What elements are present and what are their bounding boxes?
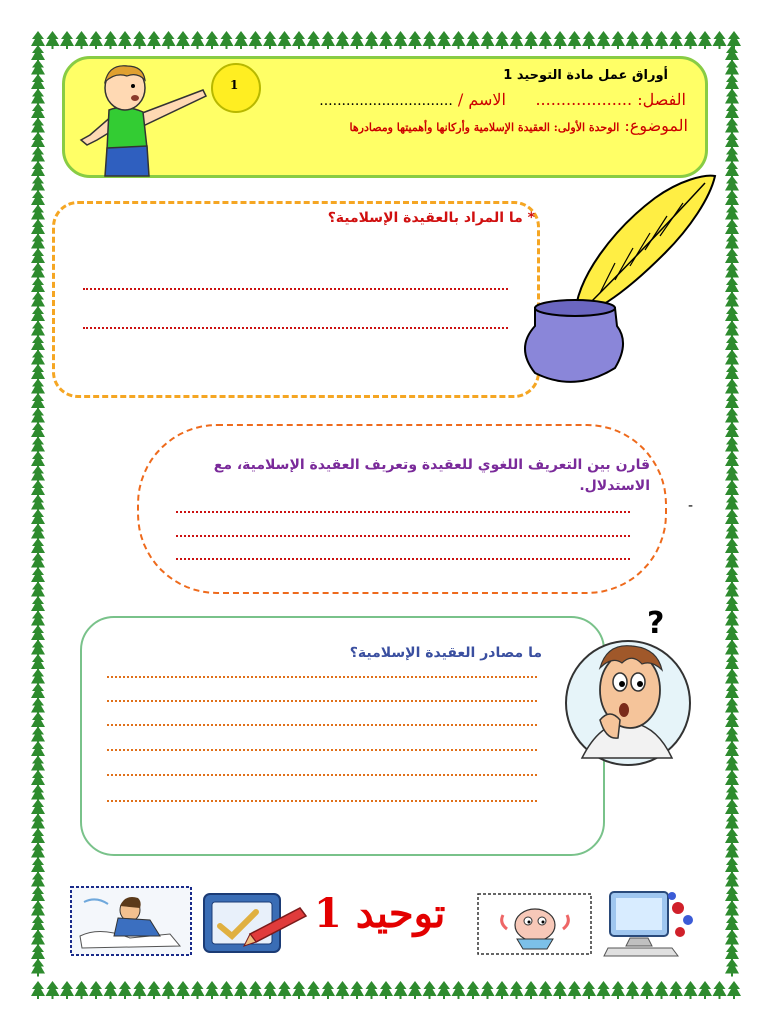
- answer-line[interactable]: [176, 535, 630, 537]
- border-tree: [725, 176, 739, 194]
- border-tree: [31, 857, 45, 875]
- computer-icon: [600, 886, 698, 960]
- border-tree: [725, 727, 739, 745]
- border-tree: [31, 814, 45, 832]
- border-tree: [249, 981, 263, 999]
- border-tree: [31, 843, 45, 861]
- border-tree: [31, 669, 45, 687]
- border-tree: [365, 31, 379, 49]
- border-tree: [191, 981, 205, 999]
- border-tree: [46, 31, 60, 49]
- stray-mark: -: [688, 498, 694, 514]
- border-tree: [31, 799, 45, 817]
- border-tree: [31, 219, 45, 237]
- border-tree: [725, 321, 739, 339]
- answer-line[interactable]: [83, 288, 508, 290]
- border-tree: [31, 480, 45, 498]
- border-tree: [698, 31, 712, 49]
- border-tree: [725, 625, 739, 643]
- border-tree: [31, 944, 45, 962]
- border-tree: [423, 31, 437, 49]
- border-tree: [31, 234, 45, 252]
- border-tree: [684, 981, 698, 999]
- border-tree: [379, 31, 393, 49]
- writing-child-icon: [70, 886, 192, 956]
- border-tree: [725, 393, 739, 411]
- border-tree: [46, 981, 60, 999]
- question1-text: * ما المراد بالعقيدة الإسلامية؟: [327, 210, 535, 226]
- border-tree: [655, 981, 669, 999]
- border-tree: [510, 981, 524, 999]
- border-tree: [133, 31, 147, 49]
- border-tree: [31, 379, 45, 397]
- border-tree: [597, 31, 611, 49]
- border-tree: [725, 944, 739, 962]
- border-tree: [118, 981, 132, 999]
- answer-line[interactable]: [107, 724, 537, 726]
- answer-line[interactable]: [107, 800, 537, 802]
- topic-field: [350, 116, 689, 135]
- border-tree: [539, 981, 553, 999]
- border-tree: [725, 509, 739, 527]
- border-tree: [725, 915, 739, 933]
- border-tree: [31, 495, 45, 513]
- border-tree: [725, 437, 739, 455]
- border-tree: [220, 31, 234, 49]
- border-tree: [292, 981, 306, 999]
- border-tree: [568, 31, 582, 49]
- name-field: [319, 90, 506, 109]
- border-tree: [725, 234, 739, 252]
- border-tree: [321, 31, 335, 49]
- border-tree: [60, 31, 74, 49]
- border-tree: [725, 799, 739, 817]
- border-tree: [31, 741, 45, 759]
- cartoon-character-icon: [477, 893, 592, 955]
- pencil-check-icon: [200, 890, 308, 958]
- border-tree: [640, 31, 654, 49]
- border-tree: [725, 567, 739, 585]
- border-tree: [640, 981, 654, 999]
- border-tree: [725, 698, 739, 716]
- border-tree: [147, 31, 161, 49]
- border-tree: [31, 538, 45, 556]
- question2-text: [160, 455, 650, 497]
- border-tree: [176, 981, 190, 999]
- topic-label: الموضوع:: [624, 116, 688, 135]
- border-tree: [725, 422, 739, 440]
- border-tree: [31, 654, 45, 672]
- border-tree: [31, 248, 45, 266]
- border-tree: [31, 727, 45, 745]
- question2-line1: قارن بين التعريف اللغوي للعقيدة وتعريف العقيدة الإسلامية، مع: [213, 457, 650, 473]
- border-tree: [379, 981, 393, 999]
- border-tree: [31, 611, 45, 629]
- border-tree: [31, 712, 45, 730]
- border-tree: [725, 843, 739, 861]
- border-tree: [698, 981, 712, 999]
- answer-line[interactable]: [107, 700, 537, 702]
- border-tree: [725, 611, 739, 629]
- border-tree: [31, 422, 45, 440]
- border-tree: [60, 981, 74, 999]
- border-tree: [350, 31, 364, 49]
- border-tree: [31, 263, 45, 281]
- border-tree: [725, 857, 739, 875]
- border-tree: [495, 981, 509, 999]
- border-tree: [725, 959, 739, 977]
- border-tree: [31, 292, 45, 310]
- border-tree: [713, 981, 727, 999]
- border-tree: [31, 683, 45, 701]
- border-tree: [466, 31, 480, 49]
- border-tree: [234, 981, 248, 999]
- border-tree: [176, 31, 190, 49]
- border-tree: [481, 981, 495, 999]
- border-tree: [249, 31, 263, 49]
- border-tree: [510, 31, 524, 49]
- border-tree: [481, 31, 495, 49]
- border-tree: [31, 828, 45, 846]
- border-tree: [205, 981, 219, 999]
- border-tree: [321, 981, 335, 999]
- border-tree: [31, 785, 45, 803]
- border-tree: [278, 31, 292, 49]
- border-tree: [292, 31, 306, 49]
- border-tree: [582, 31, 596, 49]
- border-tree: [727, 981, 741, 999]
- border-tree: [31, 176, 45, 194]
- border-tree: [31, 901, 45, 919]
- name-label: الاسم /: [457, 90, 506, 109]
- border-tree: [31, 524, 45, 542]
- border-tree: [31, 437, 45, 455]
- border-tree: [727, 31, 741, 49]
- border-tree: [725, 132, 739, 150]
- border-tree: [31, 886, 45, 904]
- border-tree: [725, 828, 739, 846]
- border-tree: [725, 277, 739, 295]
- subject-title: توحيد 1: [314, 890, 446, 937]
- name-dots[interactable]: ..............................: [319, 93, 453, 109]
- border-tree: [611, 981, 625, 999]
- border-tree: [31, 393, 45, 411]
- thinking-man-icon: [562, 608, 697, 768]
- border-tree: [31, 103, 45, 121]
- border-tree: [31, 640, 45, 658]
- border-tree: [725, 147, 739, 165]
- border-tree: [437, 981, 451, 999]
- border-tree: [725, 785, 739, 803]
- border-tree: [205, 31, 219, 49]
- border-tree: [725, 538, 739, 556]
- topic-text: الوحدة الأولى: العقيدة الإسلامية وأركانها وأهميتها ومصادرها: [349, 121, 620, 134]
- border-tree: [611, 31, 625, 49]
- border-tree: [31, 408, 45, 426]
- border-tree: [31, 205, 45, 223]
- border-tree: [725, 205, 739, 223]
- border-tree: [147, 981, 161, 999]
- border-tree: [31, 981, 45, 999]
- border-tree: [725, 335, 739, 353]
- border-tree: [31, 321, 45, 339]
- border-tree: [626, 31, 640, 49]
- border-tree: [725, 712, 739, 730]
- border-tree: [725, 901, 739, 919]
- border-tree: [725, 74, 739, 92]
- border-tree: [725, 89, 739, 107]
- border-tree: [31, 567, 45, 585]
- border-tree: [307, 31, 321, 49]
- border-tree: [524, 981, 538, 999]
- question1-box: [52, 201, 540, 398]
- border-tree: [31, 147, 45, 165]
- border-tree: [669, 981, 683, 999]
- border-tree: [725, 814, 739, 832]
- border-tree: [350, 981, 364, 999]
- border-tree: [31, 335, 45, 353]
- answer-line[interactable]: [107, 676, 537, 678]
- class-label: الفصل:: [637, 90, 686, 109]
- border-tree: [31, 959, 45, 977]
- border-tree: [31, 277, 45, 295]
- header-title: أوراق عمل مادة التوحيد 1: [503, 68, 668, 83]
- border-tree: [437, 31, 451, 49]
- border-tree: [725, 219, 739, 237]
- border-tree: [162, 981, 176, 999]
- border-tree: [597, 981, 611, 999]
- border-tree: [408, 31, 422, 49]
- border-tree: [408, 981, 422, 999]
- border-tree: [263, 31, 277, 49]
- border-tree: [89, 31, 103, 49]
- border-tree: [31, 596, 45, 614]
- border-tree: [31, 930, 45, 948]
- border-tree: [31, 872, 45, 890]
- border-tree: [31, 553, 45, 571]
- border-tree: [725, 408, 739, 426]
- boy-pointing-icon: [75, 60, 210, 178]
- border-tree: [684, 31, 698, 49]
- border-tree: [669, 31, 683, 49]
- border-tree: [725, 350, 739, 368]
- border-tree: [452, 981, 466, 999]
- border-tree: [725, 596, 739, 614]
- border-tree: [725, 582, 739, 600]
- answer-line[interactable]: [107, 774, 537, 776]
- class-dots[interactable]: ...................: [535, 90, 633, 109]
- border-tree: [89, 981, 103, 999]
- answer-line[interactable]: [83, 327, 508, 329]
- border-tree: [725, 886, 739, 904]
- border-tree: [725, 379, 739, 397]
- border-tree: [31, 132, 45, 150]
- border-tree: [365, 981, 379, 999]
- border-tree: [725, 553, 739, 571]
- border-tree: [31, 45, 45, 63]
- border-tree: [725, 190, 739, 208]
- border-tree: [725, 248, 739, 266]
- border-tree: [118, 31, 132, 49]
- border-tree: [31, 625, 45, 643]
- border-tree: [725, 161, 739, 179]
- border-tree: [524, 31, 538, 49]
- border-tree: [725, 60, 739, 78]
- border-tree: [725, 741, 739, 759]
- answer-line[interactable]: [176, 558, 630, 560]
- border-tree: [725, 45, 739, 63]
- border-tree: [725, 683, 739, 701]
- border-tree: [553, 31, 567, 49]
- question2-line2: الاستدلال.: [579, 478, 650, 494]
- border-tree: [725, 364, 739, 382]
- border-tree: [75, 981, 89, 999]
- question3-text: ما مصادر العقيدة الإسلامية؟: [349, 645, 542, 661]
- border-tree: [336, 981, 350, 999]
- border-tree: [655, 31, 669, 49]
- border-tree: [191, 31, 205, 49]
- answer-line[interactable]: [176, 511, 630, 513]
- border-tree: [31, 698, 45, 716]
- border-tree: [104, 981, 118, 999]
- border-tree: [336, 31, 350, 49]
- border-tree: [31, 915, 45, 933]
- border-tree: [75, 31, 89, 49]
- border-tree: [162, 31, 176, 49]
- border-tree: [725, 451, 739, 469]
- border-tree: [452, 31, 466, 49]
- border-tree: [31, 306, 45, 324]
- border-tree: [725, 466, 739, 484]
- border-tree: [725, 654, 739, 672]
- answer-line[interactable]: [107, 749, 537, 751]
- border-tree: [263, 981, 277, 999]
- border-tree: [725, 480, 739, 498]
- class-field: [535, 90, 686, 109]
- border-tree: [278, 981, 292, 999]
- border-tree: [394, 981, 408, 999]
- border-tree: [725, 495, 739, 513]
- border-tree: [725, 872, 739, 890]
- border-tree: [31, 756, 45, 774]
- border-tree: [31, 118, 45, 136]
- question-mark: ?: [647, 606, 665, 641]
- border-tree: [725, 669, 739, 687]
- border-tree: [104, 31, 118, 49]
- border-tree: [725, 640, 739, 658]
- border-tree: [31, 466, 45, 484]
- border-tree: [31, 770, 45, 788]
- border-tree: [725, 118, 739, 136]
- border-tree: [31, 60, 45, 78]
- quill-inkwell-icon: [505, 168, 720, 398]
- border-tree: [234, 31, 248, 49]
- border-tree: [725, 930, 739, 948]
- border-tree: [31, 350, 45, 368]
- border-tree: [31, 509, 45, 527]
- border-tree: [466, 981, 480, 999]
- border-tree: [220, 981, 234, 999]
- border-tree: [31, 161, 45, 179]
- border-tree: [31, 31, 45, 49]
- border-tree: [568, 981, 582, 999]
- border-tree: [394, 31, 408, 49]
- border-tree: [31, 582, 45, 600]
- border-tree: [553, 981, 567, 999]
- border-tree: [725, 756, 739, 774]
- border-tree: [725, 770, 739, 788]
- border-tree: [725, 524, 739, 542]
- border-tree: [495, 31, 509, 49]
- border-tree: [713, 31, 727, 49]
- border-tree: [725, 292, 739, 310]
- border-tree: [582, 981, 596, 999]
- border-tree: [31, 451, 45, 469]
- border-tree: [423, 981, 437, 999]
- border-tree: [31, 89, 45, 107]
- border-tree: [725, 103, 739, 121]
- border-tree: [307, 981, 321, 999]
- border-tree: [725, 306, 739, 324]
- border-tree: [539, 31, 553, 49]
- border-tree: [725, 263, 739, 281]
- border-tree: [31, 74, 45, 92]
- question2-box: [137, 424, 667, 594]
- border-tree: [133, 981, 147, 999]
- border-tree: [31, 190, 45, 208]
- border-tree: [31, 364, 45, 382]
- border-tree: [626, 981, 640, 999]
- sheet-number: 1: [230, 78, 239, 92]
